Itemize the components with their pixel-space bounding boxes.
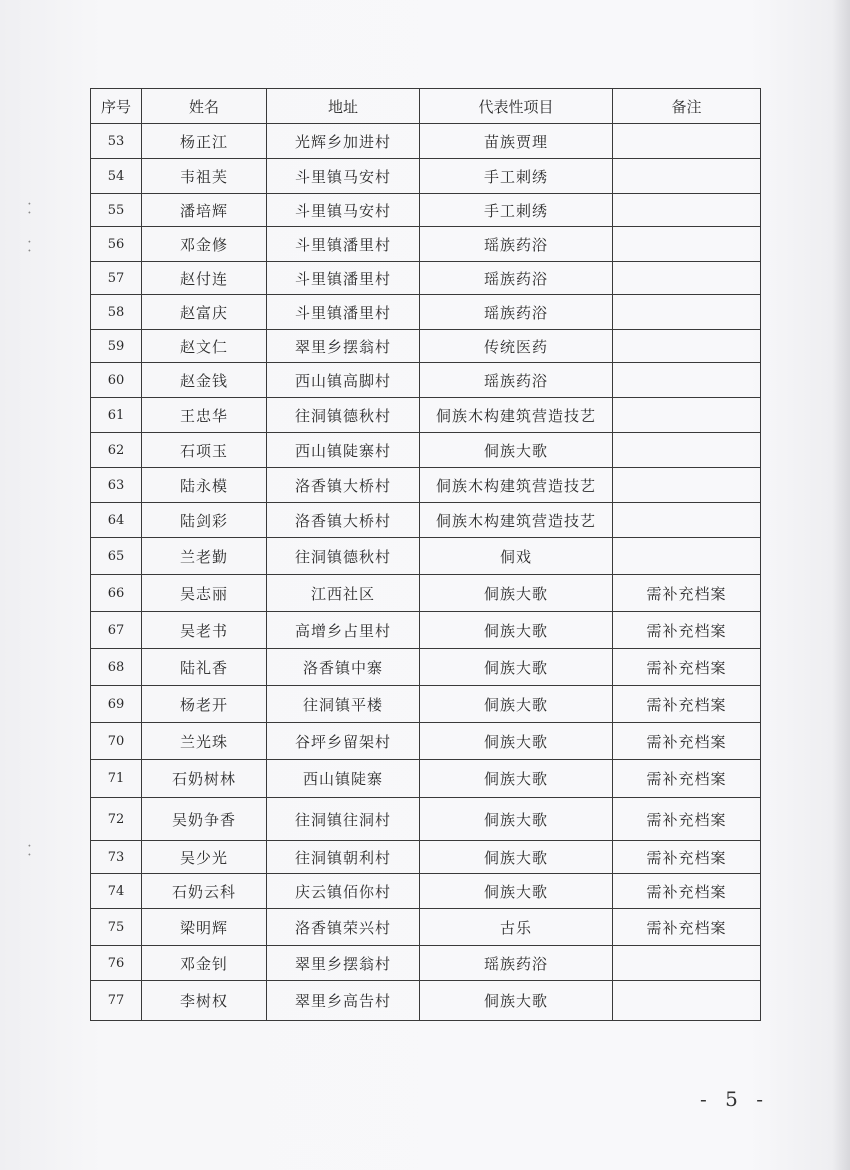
cell-seq: 64 (91, 503, 142, 538)
table-row (91, 874, 761, 909)
cell-name: 赵文仁 (142, 330, 267, 363)
cell-seq: 76 (91, 946, 142, 981)
page-number: - 5 - (700, 1087, 769, 1111)
cell-note (613, 227, 761, 262)
cell-note: 需补充档案 (613, 649, 761, 686)
cell-project: 瑶族药浴 (420, 262, 613, 295)
cell-address: 斗里镇马安村 (267, 159, 420, 194)
table-header-row (91, 89, 761, 124)
heritage-inheritor-table-wrap (90, 88, 760, 1021)
cell-note (613, 262, 761, 295)
cell-address: 翠里乡摆翁村 (267, 330, 420, 363)
cell-name: 赵富庆 (142, 295, 267, 330)
cell-name: 赵金钱 (142, 363, 267, 398)
cell-note: 需补充档案 (613, 686, 761, 723)
cell-seq: 65 (91, 538, 142, 575)
table-row (91, 575, 761, 612)
cell-seq: 59 (91, 330, 142, 363)
cell-name: 赵付连 (142, 262, 267, 295)
cell-project: 侗族木构建筑营造技艺 (420, 503, 613, 538)
cell-project: 侗族大歌 (420, 433, 613, 468)
cell-seq: 63 (91, 468, 142, 503)
cell-seq: 56 (91, 227, 142, 262)
cell-note: 需补充档案 (613, 874, 761, 909)
cell-address: 江西社区 (267, 575, 420, 612)
header-address: 地址 (267, 89, 420, 124)
header-project: 代表性项目 (420, 89, 613, 124)
table-row (91, 398, 761, 433)
header-note: 备注 (613, 89, 761, 124)
cell-name: 石奶树林 (142, 760, 267, 798)
cell-name: 陆剑彩 (142, 503, 267, 538)
cell-address: 往洞镇往洞村 (267, 798, 420, 841)
cell-note (613, 433, 761, 468)
cell-name: 石项玉 (142, 433, 267, 468)
table-row (91, 363, 761, 398)
cell-address: 洛香镇中寨 (267, 649, 420, 686)
cell-address: 斗里镇马安村 (267, 194, 420, 227)
cell-note: 需补充档案 (613, 723, 761, 760)
cell-note: 需补充档案 (613, 760, 761, 798)
cell-address: 洛香镇大桥村 (267, 468, 420, 503)
header-name: 姓名 (142, 89, 267, 124)
cell-address: 斗里镇潘里村 (267, 295, 420, 330)
cell-note: 需补充档案 (613, 575, 761, 612)
cell-seq: 73 (91, 841, 142, 874)
cell-project: 瑶族药浴 (420, 227, 613, 262)
cell-seq: 61 (91, 398, 142, 433)
cell-seq: 60 (91, 363, 142, 398)
cell-project: 侗族大歌 (420, 874, 613, 909)
cell-note (613, 503, 761, 538)
cell-address: 西山镇陡寨 (267, 760, 420, 798)
cell-name: 陆礼香 (142, 649, 267, 686)
cell-seq: 74 (91, 874, 142, 909)
cell-address: 庆云镇佰你村 (267, 874, 420, 909)
scan-margin-mark: · · (20, 239, 37, 253)
table-row (91, 909, 761, 946)
cell-seq: 58 (91, 295, 142, 330)
page-edge-shadow (832, 0, 850, 1170)
cell-seq: 57 (91, 262, 142, 295)
table-row (91, 159, 761, 194)
cell-project: 瑶族药浴 (420, 295, 613, 330)
cell-name: 兰老勤 (142, 538, 267, 575)
cell-project: 侗族大歌 (420, 798, 613, 841)
cell-project: 传统医药 (420, 330, 613, 363)
table-row (91, 194, 761, 227)
cell-name: 杨正江 (142, 124, 267, 159)
table-row (91, 686, 761, 723)
cell-name: 兰光珠 (142, 723, 267, 760)
cell-note (613, 194, 761, 227)
cell-project: 侗族大歌 (420, 760, 613, 798)
cell-project: 侗族大歌 (420, 723, 613, 760)
table-row (91, 262, 761, 295)
cell-name: 邓金钊 (142, 946, 267, 981)
table-row (91, 330, 761, 363)
cell-name: 韦祖芙 (142, 159, 267, 194)
cell-address: 往洞镇平楼 (267, 686, 420, 723)
cell-project: 侗族大歌 (420, 575, 613, 612)
cell-note (613, 363, 761, 398)
cell-note (613, 468, 761, 503)
cell-project: 侗戏 (420, 538, 613, 575)
cell-address: 高增乡占里村 (267, 612, 420, 649)
cell-note (613, 124, 761, 159)
table-row (91, 295, 761, 330)
cell-project: 侗族大歌 (420, 686, 613, 723)
cell-address: 洛香镇荣兴村 (267, 909, 420, 946)
cell-note (613, 398, 761, 433)
cell-seq: 68 (91, 649, 142, 686)
table-row (91, 124, 761, 159)
cell-name: 吴奶争香 (142, 798, 267, 841)
cell-address: 谷坪乡留架村 (267, 723, 420, 760)
table-row (91, 760, 761, 798)
cell-address: 西山镇高脚村 (267, 363, 420, 398)
cell-project: 手工刺绣 (420, 194, 613, 227)
cell-project: 侗族木构建筑营造技艺 (420, 468, 613, 503)
cell-project: 苗族贾理 (420, 124, 613, 159)
cell-name: 李树权 (142, 981, 267, 1021)
cell-seq: 71 (91, 760, 142, 798)
cell-seq: 55 (91, 194, 142, 227)
table-row (91, 503, 761, 538)
cell-seq: 77 (91, 981, 142, 1021)
table-row (91, 538, 761, 575)
cell-address: 翠里乡摆翁村 (267, 946, 420, 981)
cell-name: 吴少光 (142, 841, 267, 874)
cell-name: 吴老书 (142, 612, 267, 649)
cell-project: 侗族大歌 (420, 981, 613, 1021)
cell-seq: 69 (91, 686, 142, 723)
table-row (91, 798, 761, 841)
cell-address: 往洞镇德秋村 (267, 398, 420, 433)
cell-address: 光辉乡加进村 (267, 124, 420, 159)
scan-margin-mark: · · (20, 201, 37, 215)
cell-seq: 54 (91, 159, 142, 194)
cell-name: 潘培辉 (142, 194, 267, 227)
cell-project: 侗族木构建筑营造技艺 (420, 398, 613, 433)
cell-address: 往洞镇德秋村 (267, 538, 420, 575)
cell-note (613, 538, 761, 575)
cell-seq: 70 (91, 723, 142, 760)
cell-note (613, 159, 761, 194)
cell-note: 需补充档案 (613, 798, 761, 841)
cell-project: 侗族大歌 (420, 612, 613, 649)
cell-address: 斗里镇潘里村 (267, 227, 420, 262)
cell-address: 斗里镇潘里村 (267, 262, 420, 295)
table-body (91, 124, 761, 1021)
cell-address: 洛香镇大桥村 (267, 503, 420, 538)
cell-note: 需补充档案 (613, 612, 761, 649)
cell-seq: 66 (91, 575, 142, 612)
table-row (91, 468, 761, 503)
cell-seq: 67 (91, 612, 142, 649)
cell-address: 西山镇陡寨村 (267, 433, 420, 468)
cell-seq: 53 (91, 124, 142, 159)
cell-note (613, 981, 761, 1021)
cell-name: 石奶云科 (142, 874, 267, 909)
table-row (91, 433, 761, 468)
cell-seq: 72 (91, 798, 142, 841)
table-row (91, 946, 761, 981)
table-row (91, 841, 761, 874)
cell-name: 陆永模 (142, 468, 267, 503)
header-seq: 序号 (91, 89, 142, 124)
cell-note (613, 330, 761, 363)
cell-project: 古乐 (420, 909, 613, 946)
cell-name: 邓金修 (142, 227, 267, 262)
cell-note (613, 295, 761, 330)
cell-name: 杨老开 (142, 686, 267, 723)
cell-note (613, 946, 761, 981)
table-row (91, 612, 761, 649)
table-row (91, 723, 761, 760)
cell-name: 梁明辉 (142, 909, 267, 946)
cell-note: 需补充档案 (613, 841, 761, 874)
cell-name: 吴志丽 (142, 575, 267, 612)
table-row (91, 981, 761, 1021)
heritage-inheritor-table (90, 88, 761, 1021)
cell-project: 侗族大歌 (420, 841, 613, 874)
scan-margin-mark: · · (20, 843, 37, 857)
cell-address: 翠里乡高告村 (267, 981, 420, 1021)
cell-project: 瑶族药浴 (420, 363, 613, 398)
cell-project: 手工刺绣 (420, 159, 613, 194)
table-row (91, 649, 761, 686)
cell-name: 王忠华 (142, 398, 267, 433)
cell-project: 侗族大歌 (420, 649, 613, 686)
cell-note: 需补充档案 (613, 909, 761, 946)
cell-address: 往洞镇朝利村 (267, 841, 420, 874)
cell-seq: 62 (91, 433, 142, 468)
table-row (91, 227, 761, 262)
cell-project: 瑶族药浴 (420, 946, 613, 981)
cell-seq: 75 (91, 909, 142, 946)
